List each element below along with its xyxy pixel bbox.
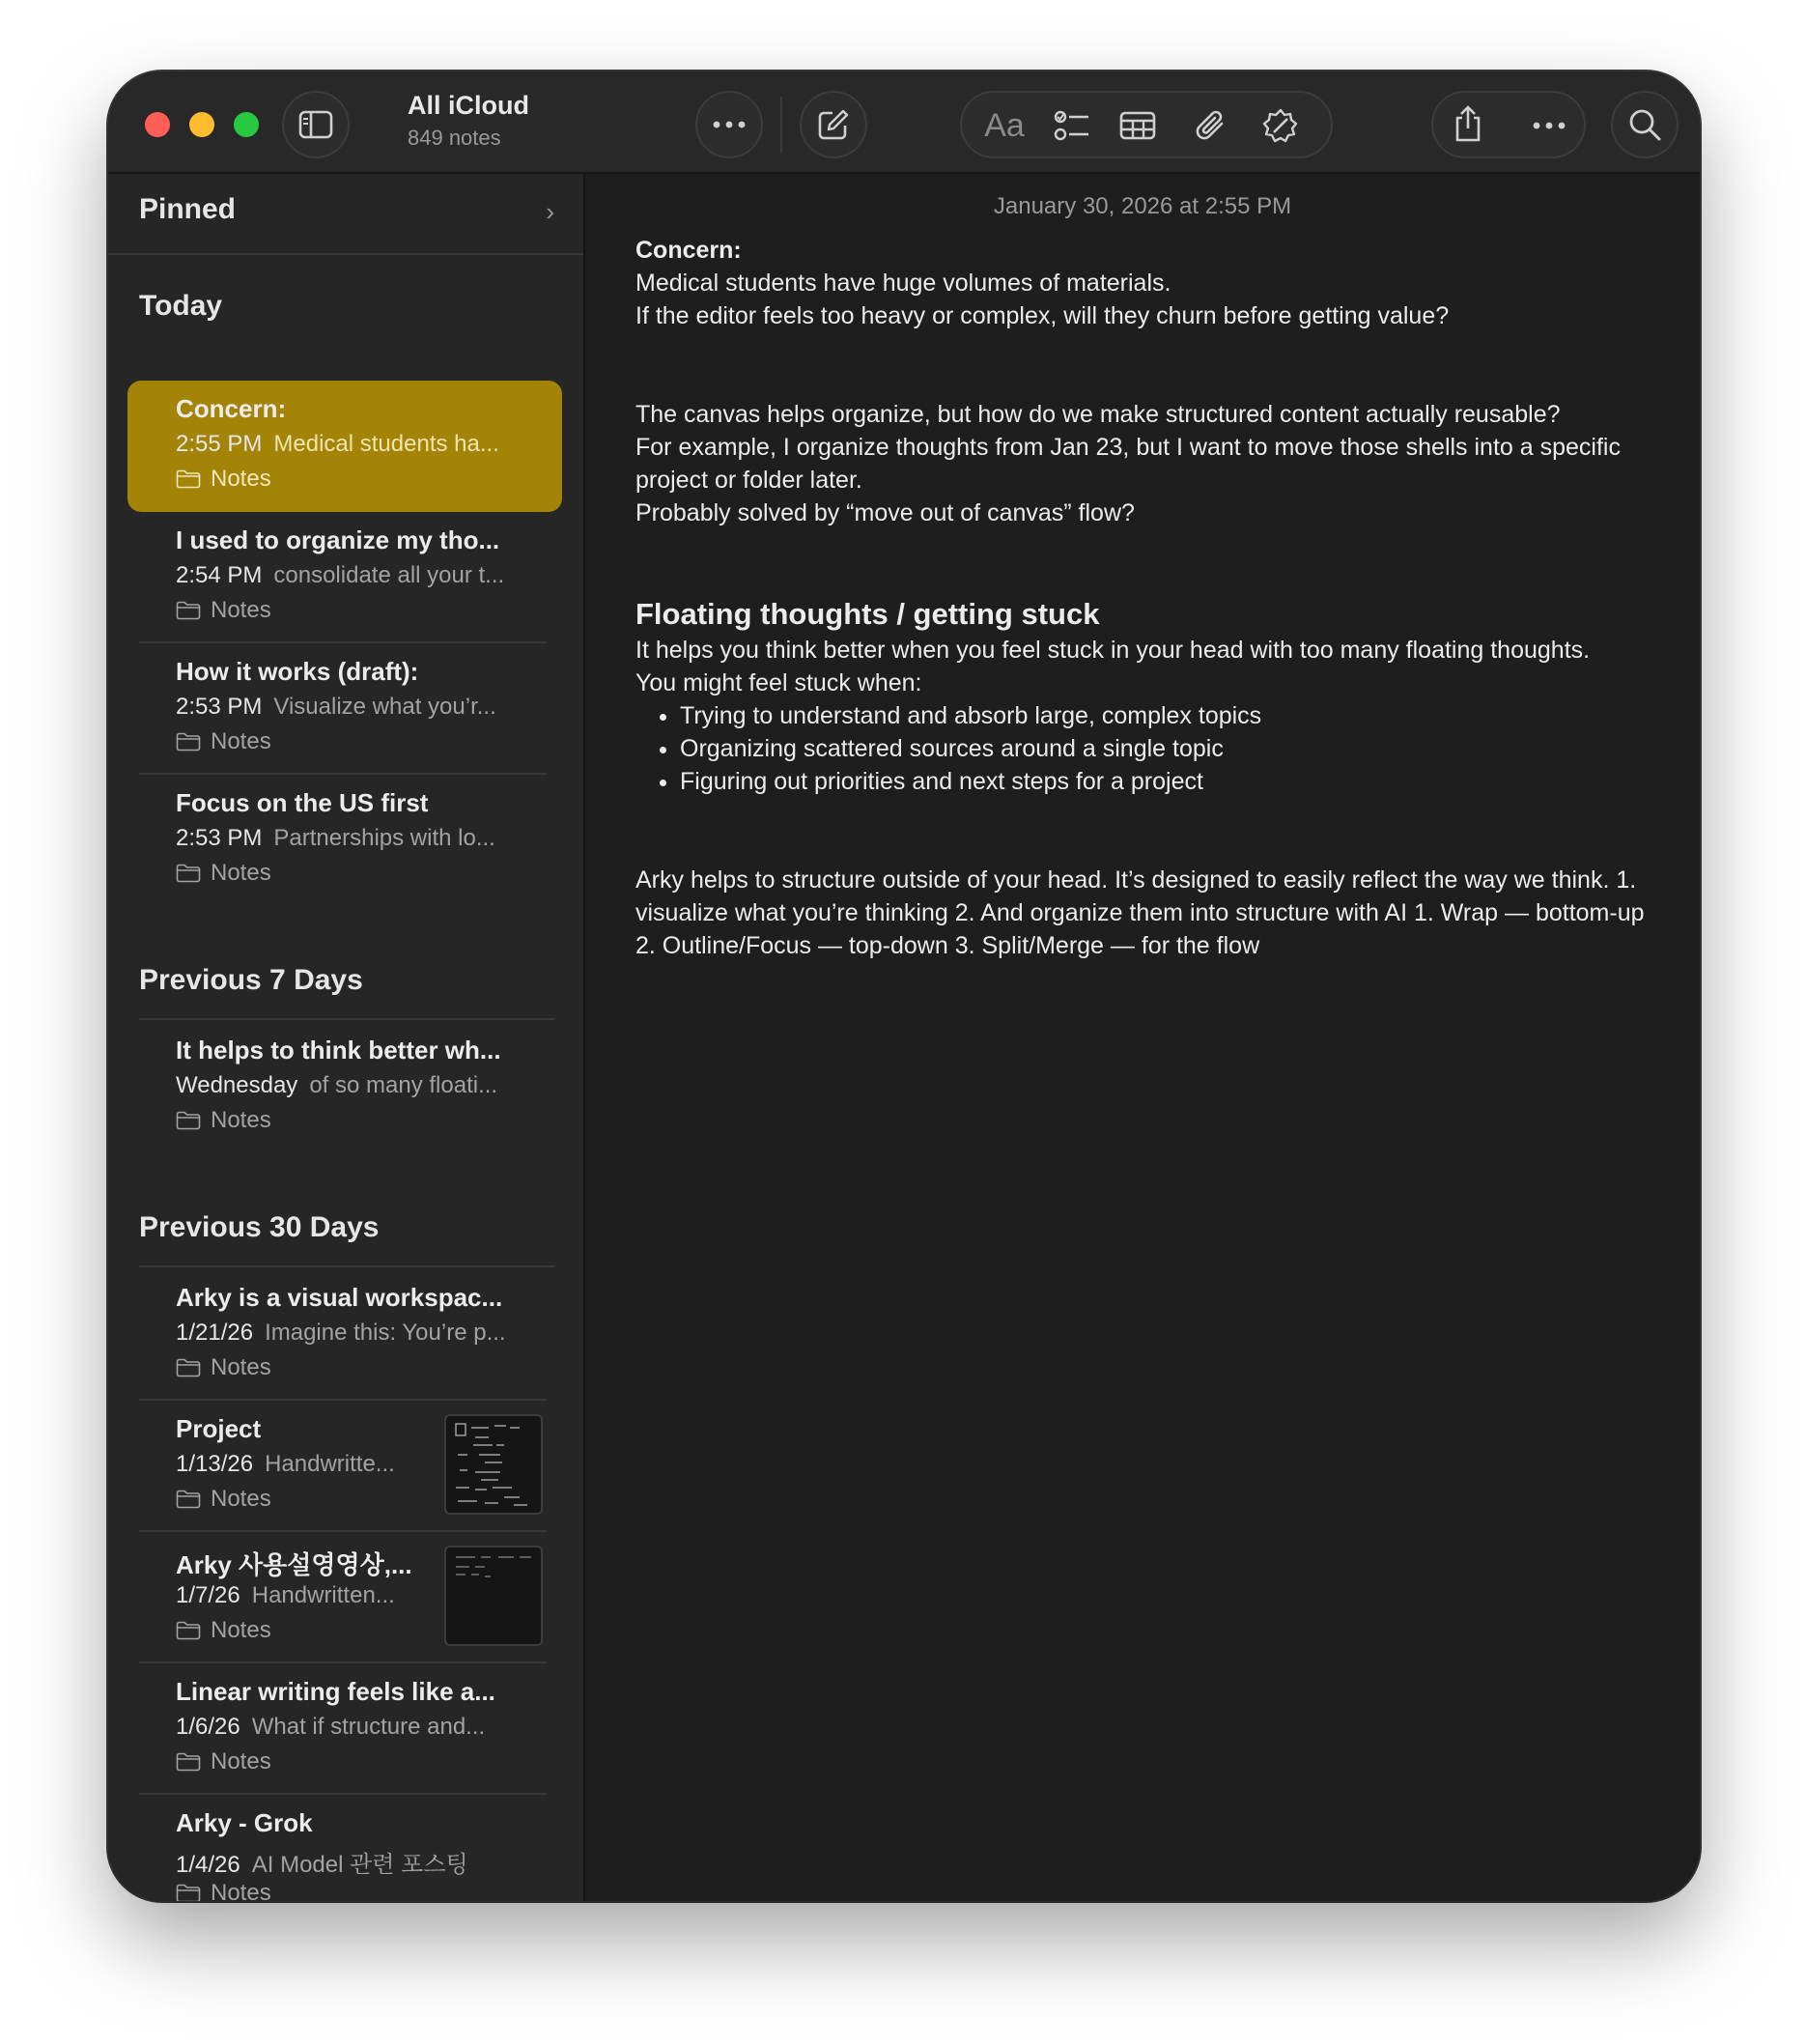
note-folder-label: Notes	[211, 1486, 271, 1512]
note-title: How it works (draft):	[176, 657, 419, 686]
note-title: It helps to think better wh...	[176, 1036, 501, 1065]
note-list-item[interactable]	[127, 1795, 562, 1901]
section-heading-today: Today	[139, 290, 223, 322]
note-body[interactable]	[635, 234, 1659, 962]
format-tools-group	[960, 91, 1333, 158]
note-meta	[176, 1320, 506, 1347]
note-meta	[176, 1451, 395, 1478]
sidebar-toggle-icon	[298, 110, 333, 139]
blank-line	[635, 529, 1659, 595]
window-title: All iCloud	[408, 91, 529, 120]
bullet-item: • Trying to understand and absorb large, complex topics	[680, 699, 1659, 732]
note-folder-label: Notes	[211, 1880, 271, 1901]
note-date: 2:53 PM	[176, 694, 263, 720]
note-list-sidebar	[108, 174, 585, 1901]
note-folder	[176, 1107, 271, 1134]
note-folder-label: Notes	[211, 1354, 271, 1380]
note-options-button[interactable]	[1530, 106, 1568, 145]
folder-icon	[176, 732, 201, 752]
note-concern-label: Concern:	[635, 237, 742, 264]
share-group	[1431, 91, 1586, 158]
note-list-item[interactable]	[127, 1663, 562, 1795]
note-folder-label: Notes	[211, 1748, 271, 1774]
note-thumbnail	[444, 1414, 543, 1515]
note-list-item[interactable]	[127, 775, 562, 906]
note-meta	[176, 1714, 485, 1741]
note-meta	[176, 1845, 468, 1879]
bullet-list	[635, 699, 1659, 798]
attachment-button[interactable]	[1192, 106, 1230, 145]
note-folder-label: Notes	[211, 1107, 271, 1133]
note-date: 1/13/26	[176, 1451, 254, 1477]
blank-line	[635, 332, 1659, 398]
note-date: 1/7/26	[176, 1582, 240, 1608]
close-window-button[interactable]	[145, 112, 170, 137]
note-preview: of so many floati...	[309, 1072, 498, 1098]
checklist-icon	[1054, 109, 1090, 142]
format-text-button[interactable]: Aa	[984, 106, 1025, 144]
handwriting-thumbnail-image	[446, 1416, 541, 1513]
pinned-label: Pinned	[139, 193, 237, 225]
folder-icon	[176, 1621, 201, 1640]
note-folder	[176, 1748, 271, 1775]
note-list-item[interactable]	[127, 381, 562, 512]
note-preview: AI Model 관련 포스팅	[251, 1852, 468, 1878]
note-meta	[176, 825, 495, 852]
note-title: Project	[176, 1414, 262, 1443]
note-folder	[176, 728, 271, 755]
note-paragraph: It helps you think better when you feel stuck in your head with too many floating thoughts.	[635, 637, 1591, 664]
share-icon	[1453, 104, 1483, 143]
folder-icon	[176, 469, 201, 489]
folder-options-button[interactable]	[695, 91, 763, 158]
pinned-section-header[interactable]	[139, 193, 554, 236]
note-title: Arky 사용설영영상,...	[176, 1550, 412, 1579]
note-folder	[176, 466, 271, 493]
note-meta	[176, 694, 496, 721]
note-count: 849 notes	[408, 126, 501, 150]
section-heading-previous-30-days: Previous 30 Days	[139, 1211, 380, 1243]
note-folder-label: Notes	[211, 728, 271, 754]
compose-icon	[817, 108, 850, 141]
note-preview: What if structure and...	[251, 1714, 486, 1740]
note-list-item[interactable]	[127, 1269, 562, 1401]
section-heading-previous-7-days: Previous 7 Days	[139, 964, 363, 996]
zoom-window-button[interactable]	[234, 112, 259, 137]
note-title: Concern:	[176, 394, 287, 423]
bullet-item: • Figuring out priorities and next steps for a project	[680, 765, 1659, 798]
note-list-item[interactable]	[127, 643, 562, 775]
folder-icon	[176, 1358, 201, 1377]
note-heading: Floating thoughts / getting stuck	[635, 597, 1100, 631]
note-paragraph: The canvas helps organize, but how do we make structured content actually reusable?	[635, 401, 1561, 428]
note-editor[interactable]	[585, 174, 1700, 1901]
bullet-item: • Organizing scattered sources around a single topic	[680, 732, 1659, 765]
note-paragraph: Arky helps to structure outside of your head. It’s designed to easily reflect the way we think. 1. visualize what you’re thinking 2. And organize them into structure with AI 1. Wrap — bottom-up 2. Outline/Focus — top-down 3. Split/Merge — for the flow	[635, 866, 1645, 959]
note-list-item[interactable]	[127, 1401, 562, 1532]
note-paragraph: If the editor feels too heavy or complex, will they churn before getting value?	[635, 302, 1450, 329]
divider	[139, 1265, 554, 1267]
note-paragraph: Probably solved by “move out of canvas” flow?	[635, 499, 1135, 526]
folder-icon	[176, 1111, 201, 1130]
note-date: 2:54 PM	[176, 562, 263, 588]
toolbar	[108, 71, 1700, 174]
note-preview: Imagine this: You’re p...	[265, 1320, 506, 1346]
toolbar-divider	[780, 97, 782, 153]
note-date: 1/21/26	[176, 1320, 254, 1346]
writing-tools-button[interactable]	[1261, 106, 1300, 145]
blank-line	[635, 798, 1659, 864]
more-icon	[713, 121, 746, 128]
note-timestamp: January 30, 2026 at 2:55 PM	[993, 193, 1292, 219]
note-meta	[176, 431, 499, 458]
note-paragraph: You might feel stuck when:	[635, 669, 922, 696]
folder-icon	[176, 1752, 201, 1772]
new-note-button[interactable]	[800, 91, 867, 158]
share-button[interactable]	[1449, 104, 1487, 143]
divider	[108, 253, 583, 255]
note-list-item[interactable]	[127, 1532, 562, 1663]
note-title: Linear writing feels like a...	[176, 1677, 495, 1706]
handwriting-thumbnail-image	[446, 1547, 541, 1644]
table-icon	[1119, 111, 1156, 140]
note-folder	[176, 1486, 271, 1513]
note-preview: Handwritten...	[251, 1582, 395, 1608]
note-preview: consolidate all your t...	[273, 562, 505, 588]
note-list-item[interactable]	[127, 1022, 562, 1153]
note-thumbnail	[444, 1546, 543, 1646]
note-list-item[interactable]	[127, 512, 562, 643]
note-folder	[176, 597, 271, 624]
search-icon	[1628, 108, 1661, 141]
note-meta	[176, 1582, 395, 1609]
note-title: I used to organize my tho...	[176, 525, 500, 554]
note-preview: Handwritte...	[265, 1451, 395, 1477]
note-date: 2:53 PM	[176, 825, 263, 851]
note-folder	[176, 860, 271, 887]
attachment-icon	[1195, 108, 1228, 143]
notes-window	[108, 71, 1700, 1901]
table-button[interactable]	[1118, 106, 1157, 145]
note-folder-label: Notes	[211, 597, 271, 623]
folder-icon	[176, 864, 201, 883]
note-date: 1/6/26	[176, 1714, 240, 1740]
note-title: Arky - Grok	[176, 1808, 313, 1837]
minimize-window-button[interactable]	[189, 112, 214, 137]
note-folder	[176, 1880, 271, 1901]
note-folder	[176, 1354, 271, 1381]
divider	[139, 1018, 554, 1020]
note-title: Arky is a visual workspac...	[176, 1283, 503, 1312]
note-preview: Visualize what you’r...	[273, 694, 496, 720]
note-meta	[176, 1072, 497, 1099]
writing-tools-icon	[1262, 107, 1299, 144]
note-folder	[176, 1617, 271, 1644]
note-folder-label: Notes	[211, 1617, 271, 1643]
note-date: 1/4/26	[176, 1852, 240, 1878]
note-folder-label: Notes	[211, 466, 271, 492]
note-paragraph: For example, I organize thoughts from Jan 23, but I want to move those shells into a specific project or folder later.	[635, 434, 1621, 494]
note-preview: Partnerships with lo...	[273, 825, 495, 851]
note-date: Wednesday	[176, 1072, 298, 1098]
note-folder-label: Notes	[211, 860, 271, 886]
folder-icon	[176, 601, 201, 620]
folder-icon	[176, 1884, 201, 1901]
chevron-right-icon: ›	[546, 197, 554, 226]
folder-icon	[176, 1490, 201, 1509]
search-button[interactable]	[1611, 91, 1679, 158]
note-preview: Medical students ha...	[273, 431, 499, 457]
checklist-button[interactable]	[1053, 106, 1091, 145]
note-title: Focus on the US first	[176, 788, 429, 817]
note-meta	[176, 562, 504, 589]
note-paragraph: Medical students have huge volumes of materials.	[635, 270, 1171, 297]
note-date: 2:55 PM	[176, 431, 263, 457]
sidebar-toggle-button[interactable]	[282, 91, 350, 158]
more-icon	[1533, 122, 1566, 129]
